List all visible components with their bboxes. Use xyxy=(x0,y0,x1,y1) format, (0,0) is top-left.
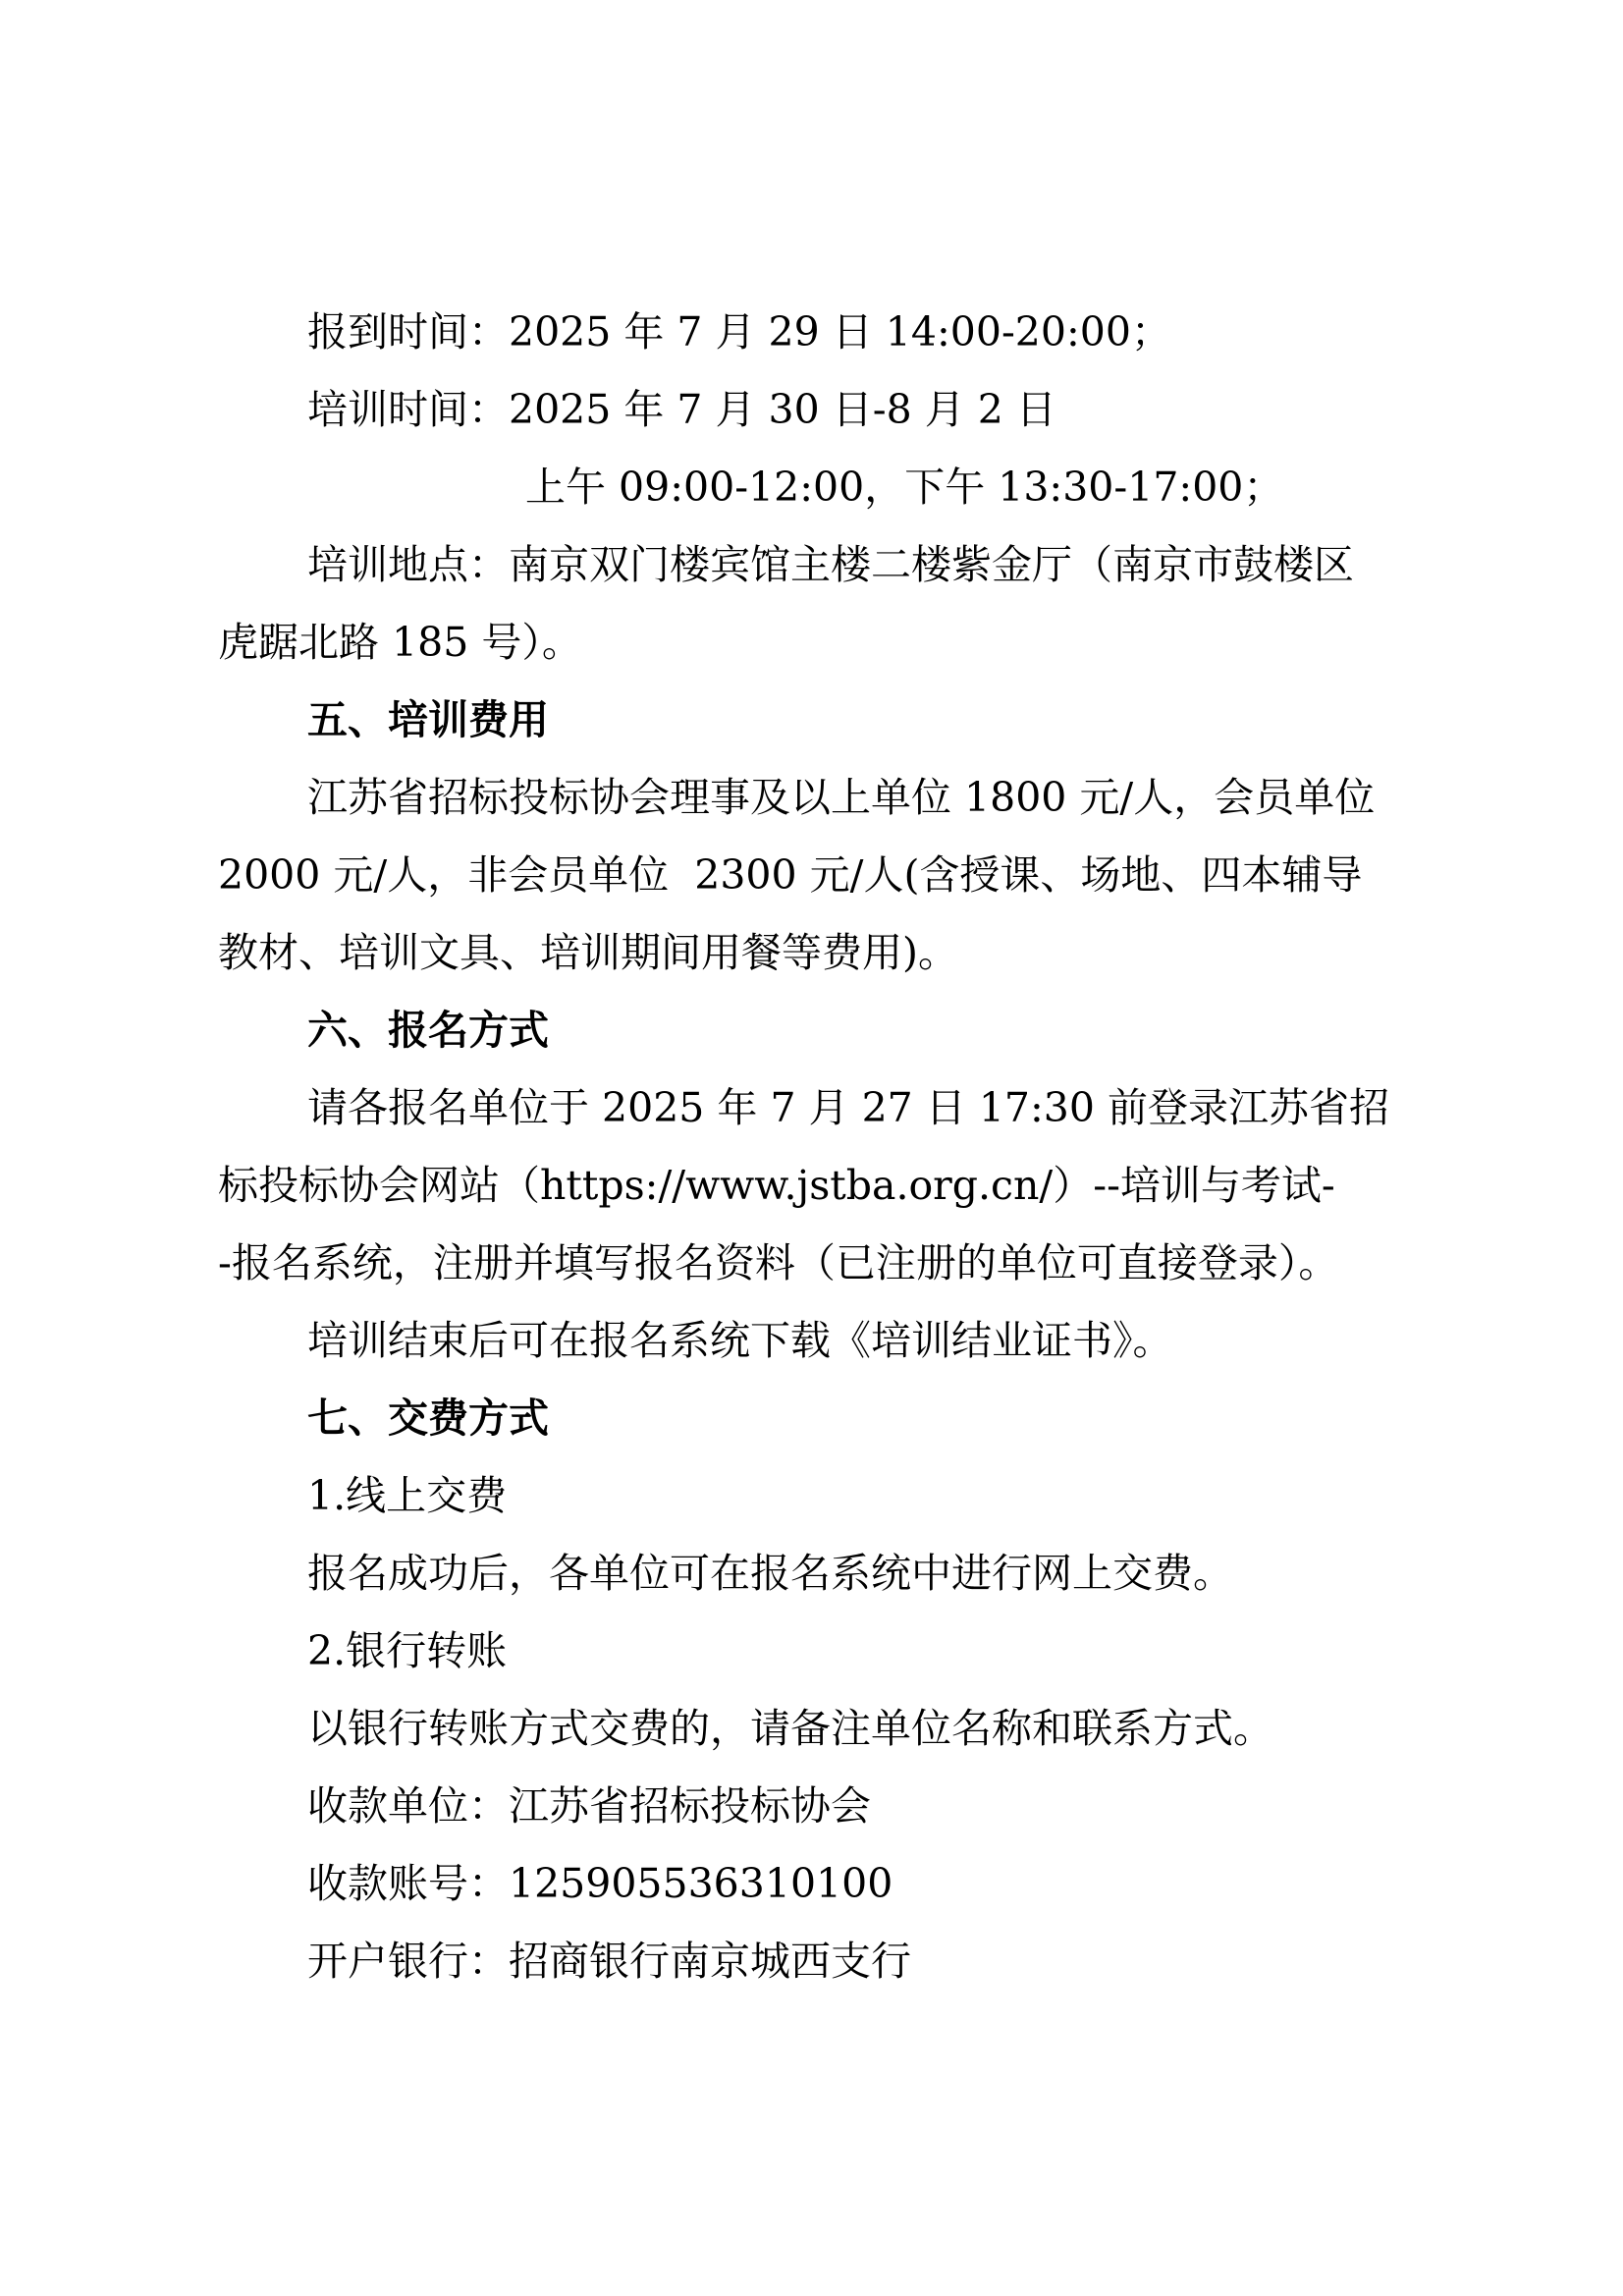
heading-payment-method: 七、交费方式 xyxy=(307,1394,549,1442)
line-registration-1: 请各报名单位于 2025 年 7 月 27 日 17:30 前登录江苏省招 xyxy=(307,1084,1390,1131)
heading-training-fees: 五、培训费用 xyxy=(307,696,549,743)
line-training-time: 培训时间：2025 年 7 月 30 日-8 月 2 日 xyxy=(307,386,1056,433)
line-fees-1: 江苏省招标投标协会理事及以上单位 1800 元/人，会员单位 xyxy=(307,774,1376,821)
line-training-hours: 上午 09:00-12:00，下午 13:30-17:00； xyxy=(525,464,1284,511)
line-checkin-time: 报到时间：2025 年 7 月 29 日 14:00-20:00； xyxy=(307,308,1171,355)
line-training-location: 培训地点：南京双门楼宾馆主楼二楼紫金厅（南京市鼓楼区 xyxy=(307,541,1354,588)
line-payee: 收款单位：江苏省招标投标协会 xyxy=(307,1782,871,1830)
line-certificate: 培训结束后可在报名系统下载《培训结业证书》。 xyxy=(307,1317,1173,1364)
line-registration-2: 标投标协会网站（https://www.jstba.org.cn/）--培训与考试- xyxy=(218,1162,1335,1209)
line-fees-3: 教材、培训文具、培训期间用餐等费用)。 xyxy=(218,929,958,976)
line-bank-name: 开户银行：招商银行南京城西支行 xyxy=(307,1938,911,1985)
line-fees-2: 2000 元/人，非会员单位 2300 元/人(含授课、场地、四本辅导 xyxy=(218,851,1363,899)
line-registration-3: -报名系统，注册并填写报名资料（已注册的单位可直接登录）。 xyxy=(218,1239,1339,1286)
subheading-bank-transfer: 2.银行转账 xyxy=(307,1627,508,1674)
line-training-location-cont: 虎踞北路 185 号）。 xyxy=(218,619,582,666)
subheading-online-payment: 1.线上交费 xyxy=(307,1472,508,1519)
heading-registration-method: 六、报名方式 xyxy=(307,1007,549,1054)
line-online-payment: 报名成功后，各单位可在报名系统中进行网上交费。 xyxy=(307,1550,1233,1597)
line-bank-transfer-note: 以银行转账方式交费的，请备注单位名称和联系方式。 xyxy=(307,1705,1273,1752)
line-account-number: 收款账号：125905536310100 xyxy=(307,1860,893,1907)
